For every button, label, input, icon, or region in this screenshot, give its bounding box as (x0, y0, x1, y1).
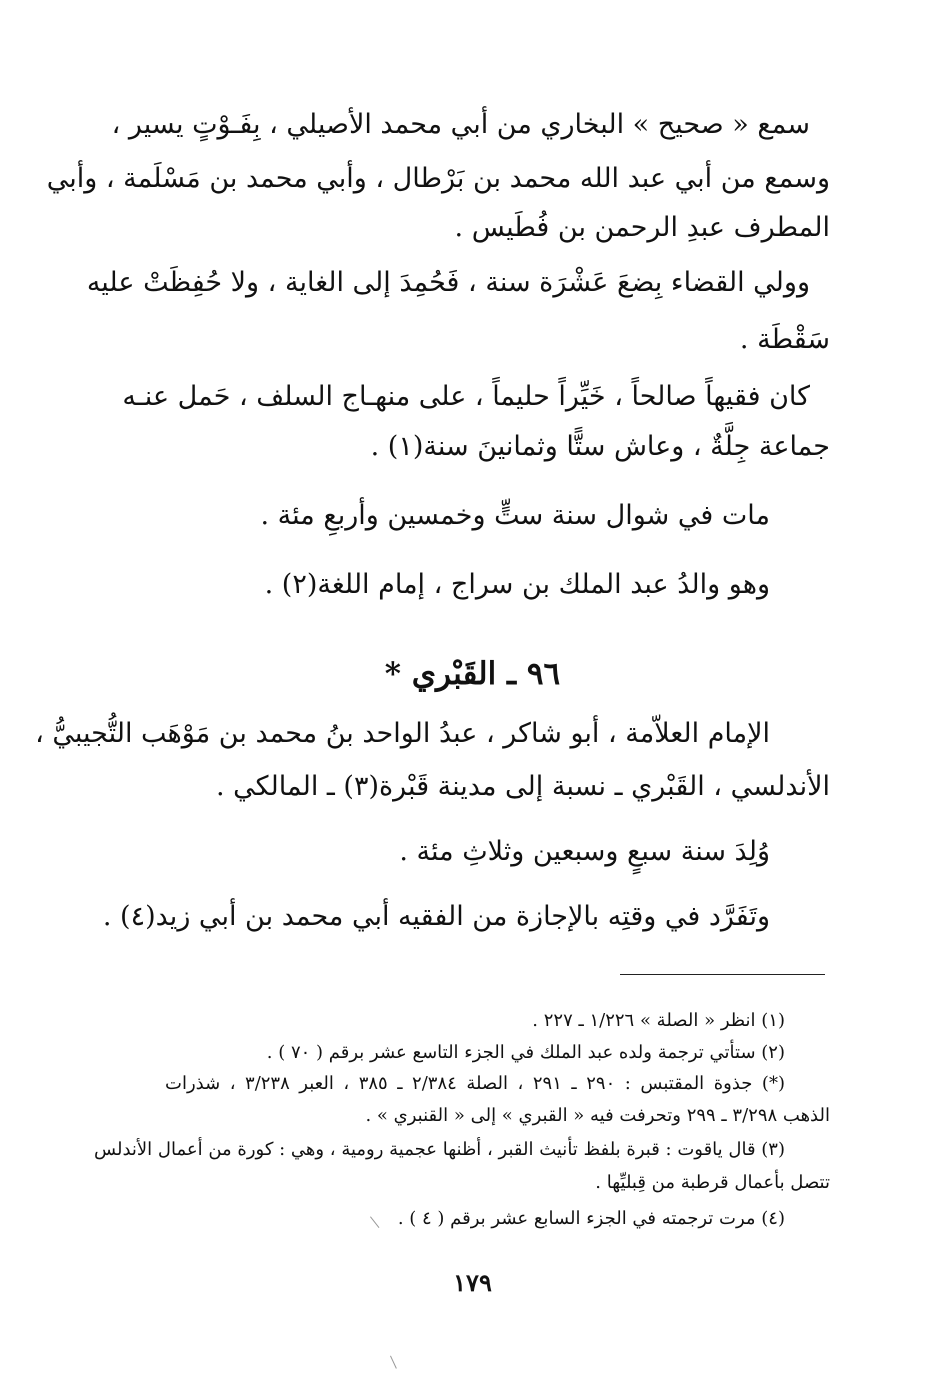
footnote-4: (٤) مرت ترجمته في الجزء السابع عشر برقم ( ٤ ) . (397, 1208, 785, 1229)
footnote-1: (١) انظر « الصلة » ١/٢٢٦ ـ ٢٢٧ . (532, 1010, 785, 1031)
body-line-9: وهو والدُ عبد الملك بن سراج ، إمام اللغة(٢) . (264, 569, 770, 600)
entry-line-4: وتَفَرَّد في وقتِه بالإجازة من الفقيه أبي محمد بن أبي زيد(٤) . (102, 901, 770, 932)
body-line-2: وسمع من أبي عبد الله محمد بن بَرْطال ، وأبي محمد بن مَسْلَمة ، وأبي (46, 163, 830, 194)
footnote-3-line-1: (٣) قال ياقوت : قبرة بلفظ تأنيث القبر ، أظنها عجمية رومية ، وهي : كورة من أعمال الأندلس (94, 1139, 785, 1160)
entry-heading: ٩٦ ـ القَبْري * (384, 656, 561, 692)
footnote-2: (٢) ستأتي ترجمة ولده عبد الملك في الجزء التاسع عشر برقم ( ٧٠ ) . (266, 1042, 785, 1063)
footnote-star-line-2: الذهب ٣/٢٩٨ ـ ٢٩٩ وتحرفت فيه « القبري » إلى « القنبري » . (365, 1105, 830, 1126)
entry-line-3: وُلِدَ سنة سبعٍ وسبعين وثلاثِ مئة . (399, 836, 770, 867)
scan-mark (390, 1356, 397, 1369)
page-number: ١٧٩ (453, 1268, 492, 1297)
footnote-divider (620, 974, 825, 975)
scan-mark (370, 1216, 379, 1228)
body-line-3: المطرف عبدِ الرحمن بن فُطَيس . (454, 212, 830, 243)
body-line-8: مات في شوال سنة ستٍّ وخمسين وأربعِ مئة . (260, 500, 770, 531)
body-line-6: كان فقيهاً صالحاً ، خَيِّراً حليماً ، على منهـاج السلف ، حَمل عنـه (122, 381, 810, 412)
entry-line-1: الإمام العلاّمة ، أبو شاكر ، عبدُ الواحد بنُ محمد بن مَوْهَب التُّجيبيُّ ، (35, 718, 770, 749)
footnote-star-line-1: (*) جذوة المقتبس : ٢٩٠ ـ ٢٩١ ، الصلة ٢/٣٨٤ ـ ٣٨٥ ، العبر ٣/٢٣٨ ، شذرات (165, 1073, 785, 1094)
body-line-7: جماعة جِلَّةٌ ، وعاش ستًّا وثمانينَ سنة(١) . (370, 431, 830, 462)
entry-line-2: الأندلسي ، القَبْري ـ نسبة إلى مدينة قَبْرة(٣) ـ المالكي . (215, 771, 830, 802)
footnote-3-line-2: تتصل بأعمال قرطبة من قِبليِّها . (595, 1172, 830, 1193)
body-line-5: سَقْطَة . (739, 324, 830, 355)
body-line-1: سمع « صحيح » البخاري من أبي محمد الأصيلي ، بِفَـوْتٍ يسير ، (111, 109, 810, 140)
body-line-4: وولي القضاء بِضعَ عَشْرَة سنة ، فَحُمِدَ إلى الغاية ، ولا حُفِظَتْ عليه (86, 267, 810, 298)
